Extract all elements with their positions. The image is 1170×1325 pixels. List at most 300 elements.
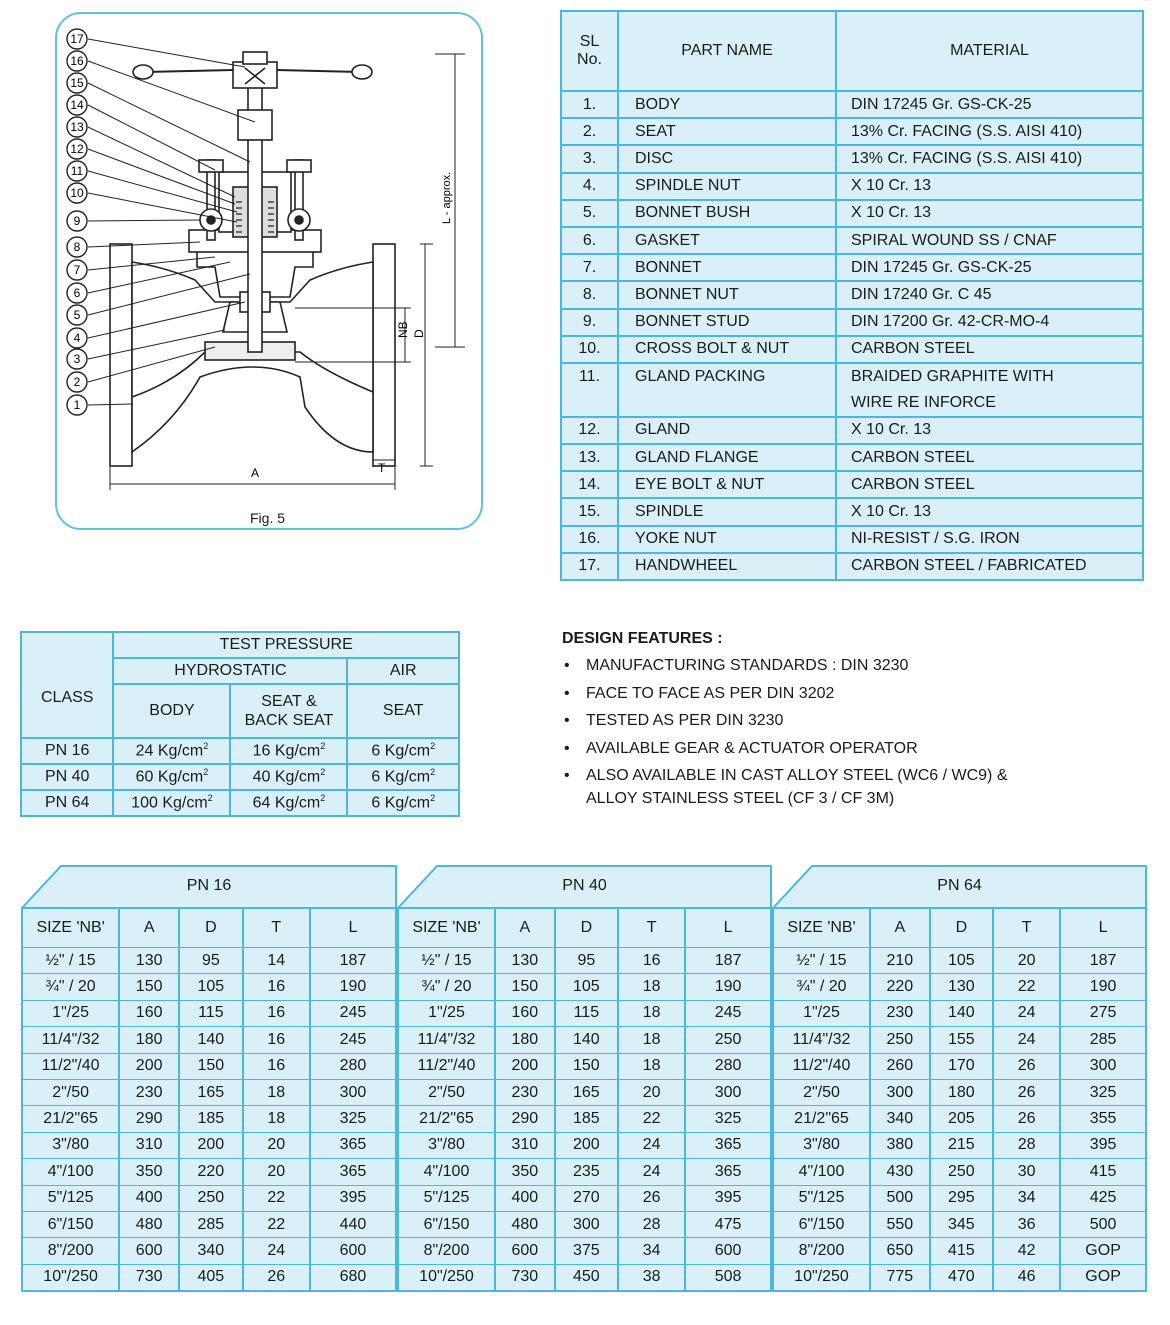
dimension-row bbox=[773, 1238, 1146, 1264]
dimension-cell: 280 bbox=[310, 1053, 396, 1079]
dimension-cell: 508 bbox=[685, 1264, 771, 1291]
dimension-cell: 6"/150 bbox=[773, 1211, 870, 1237]
dimension-cell: GOP bbox=[1060, 1264, 1146, 1291]
dimension-cell: 365 bbox=[685, 1159, 771, 1185]
dimension-cell: 18 bbox=[618, 1053, 685, 1079]
dimension-cell: 38 bbox=[618, 1264, 685, 1291]
callout-number: 8 bbox=[73, 240, 81, 254]
dimension-cell: 105 bbox=[555, 974, 618, 1000]
parts-row bbox=[561, 118, 1143, 145]
test-pressure-cell: 16 $Kg/cm^2$ bbox=[230, 738, 347, 764]
design-feature-item: • MANUFACTURING STANDARDS : DIN 3230 bbox=[562, 654, 1122, 677]
header-material: MATERIAL bbox=[836, 11, 1143, 91]
dimension-cell: 4"/100 bbox=[398, 1159, 495, 1185]
dimension-cell: 205 bbox=[930, 1106, 993, 1132]
dimension-row bbox=[22, 974, 396, 1000]
dimension-column-header: T bbox=[993, 908, 1060, 948]
dimension-row bbox=[398, 1053, 771, 1079]
callout-number: 16 bbox=[70, 54, 84, 68]
dimension-row bbox=[773, 1106, 1146, 1132]
dimension-cell: 22 bbox=[993, 974, 1060, 1000]
design-feature-item: • TESTED AS PER DIN 3230 bbox=[562, 709, 1122, 732]
part-material: X 10 Cr. 13 bbox=[836, 200, 1143, 227]
part-sl: 5. bbox=[561, 200, 618, 227]
parts-row bbox=[561, 91, 1143, 118]
dimension-cell: 16 bbox=[618, 948, 685, 974]
parts-header-row bbox=[561, 11, 1143, 91]
dimension-table-2 bbox=[772, 865, 1147, 1292]
dimension-cell: 400 bbox=[119, 1185, 179, 1211]
test-pressure-cell: PN 64 bbox=[21, 790, 113, 816]
dimension-cell: 245 bbox=[685, 1000, 771, 1026]
dimension-cell: 380 bbox=[870, 1132, 930, 1158]
part-name: GASKET bbox=[618, 227, 836, 254]
design-feature-item: • ALSO AVAILABLE IN CAST ALLOY STEEL (WC6 / WC9) & ALLOY STAINLESS STEEL (CF 3 / CF 3M) bbox=[562, 764, 1122, 810]
part-sl: 16. bbox=[561, 526, 618, 553]
dimension-row bbox=[398, 1159, 771, 1185]
dimension-cell: 2"/50 bbox=[22, 1079, 119, 1105]
dimension-cell: 4"/100 bbox=[22, 1159, 119, 1185]
dim-t-label: T bbox=[378, 461, 386, 475]
dimension-cell: 250 bbox=[179, 1185, 243, 1211]
dimension-row bbox=[398, 1106, 771, 1132]
part-sl: 2. bbox=[561, 118, 618, 145]
dimension-cell: 245 bbox=[310, 1000, 396, 1026]
callout-number: 9 bbox=[73, 214, 81, 228]
dim-nb-label: NB bbox=[396, 321, 410, 338]
dimension-cell: 260 bbox=[870, 1053, 930, 1079]
dimension-cell: 2"/50 bbox=[398, 1079, 495, 1105]
dimension-row bbox=[398, 1132, 771, 1158]
dimension-cell: 215 bbox=[930, 1132, 993, 1158]
dimension-column-header: L bbox=[1060, 908, 1146, 948]
dimension-cell: 160 bbox=[495, 1000, 555, 1026]
callout-number: 15 bbox=[70, 76, 84, 90]
part-sl: 7. bbox=[561, 254, 618, 281]
dimension-cell: 650 bbox=[870, 1238, 930, 1264]
part-material: DIN 17245 Gr. GS-CK-25 bbox=[836, 91, 1143, 118]
test-pressure-cell: 60 $Kg/cm^2$ bbox=[113, 764, 230, 790]
dimension-cell: 11/4"/32 bbox=[398, 1027, 495, 1053]
dimension-cell: 365 bbox=[685, 1132, 771, 1158]
dimension-cell: 395 bbox=[310, 1185, 396, 1211]
dimension-cell: 5"/125 bbox=[773, 1185, 870, 1211]
part-sl: 14. bbox=[561, 471, 618, 498]
dimension-cell: 1"/25 bbox=[773, 1000, 870, 1026]
dimension-cell: 187 bbox=[685, 948, 771, 974]
dimension-cell: 300 bbox=[555, 1211, 618, 1237]
callout-number: 13 bbox=[70, 120, 84, 134]
dimension-cell: 365 bbox=[310, 1132, 396, 1158]
dimension-cell: 187 bbox=[1060, 948, 1146, 974]
parts-row bbox=[561, 200, 1143, 227]
dimension-cell: 200 bbox=[179, 1132, 243, 1158]
dimension-cell: 14 bbox=[243, 948, 310, 974]
parts-row bbox=[561, 145, 1143, 172]
dimension-cell: 415 bbox=[930, 1238, 993, 1264]
callout-number: 17 bbox=[70, 32, 84, 46]
callout-number: 2 bbox=[73, 375, 81, 389]
test-pressure-cell: 6 $Kg/cm^2$ bbox=[347, 790, 459, 816]
dimension-cell: 235 bbox=[555, 1159, 618, 1185]
part-material: X 10 Cr. 13 bbox=[836, 173, 1143, 200]
dimension-cell: 300 bbox=[310, 1079, 396, 1105]
dimension-grid bbox=[772, 907, 1147, 1292]
dimension-cell: 430 bbox=[870, 1159, 930, 1185]
part-name: GLAND FLANGE bbox=[618, 444, 836, 471]
parts-row bbox=[561, 417, 1143, 444]
dimension-cell: 130 bbox=[495, 948, 555, 974]
dimension-cell: 325 bbox=[310, 1106, 396, 1132]
part-sl: 15. bbox=[561, 498, 618, 525]
dimension-cell: 500 bbox=[1060, 1211, 1146, 1237]
dimension-cell: 150 bbox=[555, 1053, 618, 1079]
dimension-column-header: SIZE 'NB' bbox=[773, 908, 870, 948]
dimension-cell: 245 bbox=[310, 1027, 396, 1053]
dimension-cell: 26 bbox=[993, 1053, 1060, 1079]
part-material: DIN 17200 Gr. 42-CR-MO-4 bbox=[836, 309, 1143, 336]
dimension-cell: 115 bbox=[555, 1000, 618, 1026]
seat-back-seat-header: SEAT & BACK SEAT bbox=[230, 684, 347, 738]
dimension-cell: 250 bbox=[870, 1027, 930, 1053]
dimension-cell: 150 bbox=[179, 1053, 243, 1079]
dimension-cell: 400 bbox=[495, 1185, 555, 1211]
dimension-cell: 130 bbox=[930, 974, 993, 1000]
dimension-row bbox=[398, 1079, 771, 1105]
dimension-cell: 190 bbox=[1060, 974, 1146, 1000]
part-material: DIN 17240 Gr. C 45 bbox=[836, 281, 1143, 308]
dimension-row bbox=[398, 1027, 771, 1053]
dimension-row bbox=[773, 974, 1146, 1000]
dimension-cell: 22 bbox=[243, 1185, 310, 1211]
dimension-cell: 470 bbox=[930, 1264, 993, 1291]
dimension-cell: 36 bbox=[993, 1211, 1060, 1237]
dimension-cell: 20 bbox=[243, 1159, 310, 1185]
dimension-cell: 26 bbox=[993, 1079, 1060, 1105]
part-material: SPIRAL WOUND SS / CNAF bbox=[836, 227, 1143, 254]
test-pressure-row bbox=[21, 764, 459, 790]
dimension-cell: 220 bbox=[870, 974, 930, 1000]
dimension-cell: 18 bbox=[243, 1079, 310, 1105]
dimension-cell: 210 bbox=[870, 948, 930, 974]
dimension-cell: 18 bbox=[618, 1000, 685, 1026]
dimension-cell: 480 bbox=[119, 1211, 179, 1237]
dimension-row bbox=[22, 1211, 396, 1237]
dimension-cell: 185 bbox=[179, 1106, 243, 1132]
dimension-cell: 18 bbox=[618, 1027, 685, 1053]
dimension-column-header: A bbox=[870, 908, 930, 948]
dimension-cell: 190 bbox=[310, 974, 396, 1000]
dimension-row bbox=[773, 1027, 1146, 1053]
test-pressure-cell: PN 16 bbox=[21, 738, 113, 764]
dimension-cell: 11/2"/40 bbox=[773, 1053, 870, 1079]
dimension-cell: 11/4"/32 bbox=[22, 1027, 119, 1053]
dimension-column-header: A bbox=[119, 908, 179, 948]
part-name: BONNET BUSH bbox=[618, 200, 836, 227]
parts-row bbox=[561, 444, 1143, 471]
callout-number: 5 bbox=[73, 308, 81, 322]
dimension-row bbox=[773, 1079, 1146, 1105]
dimension-cell: 350 bbox=[119, 1159, 179, 1185]
dimension-header-row bbox=[22, 908, 396, 948]
callout-number: 6 bbox=[73, 286, 81, 300]
dimension-table-title: PN 40 bbox=[562, 877, 607, 894]
dimension-row bbox=[22, 1027, 396, 1053]
dimension-cell: 155 bbox=[930, 1027, 993, 1053]
dimension-cell: 22 bbox=[243, 1211, 310, 1237]
test-pressure-cell: 6 $Kg/cm^2$ bbox=[347, 764, 459, 790]
part-material bbox=[836, 363, 1143, 417]
dimension-cell: 425 bbox=[1060, 1185, 1146, 1211]
test-pressure-title: TEST PRESSURE bbox=[113, 632, 459, 658]
dimension-row bbox=[398, 1185, 771, 1211]
design-features bbox=[562, 630, 1122, 815]
dimension-cell: 600 bbox=[119, 1238, 179, 1264]
dimension-cell: 95 bbox=[179, 948, 243, 974]
part-material: CARBON STEEL bbox=[836, 444, 1143, 471]
dimension-cell: 200 bbox=[495, 1053, 555, 1079]
dimension-cell: 10"/250 bbox=[22, 1264, 119, 1291]
callout-number: 12 bbox=[70, 142, 84, 156]
dimension-cell: 300 bbox=[1060, 1053, 1146, 1079]
dimension-column-header: T bbox=[618, 908, 685, 948]
callout-number: 11 bbox=[70, 164, 84, 178]
dimension-row bbox=[773, 1132, 1146, 1158]
dimension-cell: 325 bbox=[1060, 1079, 1146, 1105]
dimension-cell: 5"/125 bbox=[22, 1185, 119, 1211]
dimension-row bbox=[773, 1264, 1146, 1291]
dimension-row bbox=[398, 1211, 771, 1237]
part-material: CARBON STEEL bbox=[836, 471, 1143, 498]
dimension-cell: 18 bbox=[243, 1106, 310, 1132]
dimension-cell: 115 bbox=[179, 1000, 243, 1026]
dim-a-label: A bbox=[251, 466, 260, 480]
dimension-cell: 415 bbox=[1060, 1159, 1146, 1185]
dimension-table-1 bbox=[397, 865, 772, 1292]
dimension-cell: 365 bbox=[310, 1159, 396, 1185]
dimension-table-title: PN 64 bbox=[937, 877, 982, 894]
dimension-cell: 8"/200 bbox=[398, 1238, 495, 1264]
globe-valve-drawing bbox=[55, 12, 485, 532]
parts-row bbox=[561, 281, 1143, 308]
parts-row bbox=[561, 471, 1143, 498]
dimension-cell: 345 bbox=[930, 1211, 993, 1237]
dimension-column-header: D bbox=[930, 908, 993, 948]
design-feature-item: • FACE TO FACE AS PER DIN 3202 bbox=[562, 682, 1122, 705]
part-material-line: BRAIDED GRAPHITE WITH bbox=[851, 367, 1054, 385]
parts-row bbox=[561, 553, 1143, 580]
dimension-cell: 500 bbox=[870, 1185, 930, 1211]
dimension-cell: 270 bbox=[555, 1185, 618, 1211]
dimension-cell: 250 bbox=[685, 1027, 771, 1053]
test-pressure-row bbox=[21, 738, 459, 764]
dimension-cell: 550 bbox=[870, 1211, 930, 1237]
test-pressure-row bbox=[21, 790, 459, 816]
dimension-cell: 150 bbox=[495, 974, 555, 1000]
dimension-cell: 355 bbox=[1060, 1106, 1146, 1132]
dimension-cell: 730 bbox=[495, 1264, 555, 1291]
dimension-header-row bbox=[398, 908, 771, 948]
dimension-row bbox=[22, 1159, 396, 1185]
dimension-cell: 16 bbox=[243, 1027, 310, 1053]
dimension-cell: 28 bbox=[618, 1211, 685, 1237]
design-feature-item: • AVAILABLE GEAR & ACTUATOR OPERATOR bbox=[562, 737, 1122, 760]
parts-row bbox=[561, 254, 1143, 281]
dimension-row bbox=[22, 1106, 396, 1132]
parts-row bbox=[561, 498, 1143, 525]
dimension-row bbox=[22, 1132, 396, 1158]
callout-number: 3 bbox=[73, 352, 81, 366]
test-pressure-cell: 100 $Kg/cm^2$ bbox=[113, 790, 230, 816]
body-header: BODY bbox=[113, 684, 230, 738]
dimension-cell: 250 bbox=[930, 1159, 993, 1185]
dimension-cell: 95 bbox=[555, 948, 618, 974]
dimension-cell: 300 bbox=[870, 1079, 930, 1105]
figure-caption: Fig. 5 bbox=[250, 510, 286, 526]
dimension-cell: 220 bbox=[179, 1159, 243, 1185]
dimension-cell: 16 bbox=[243, 1053, 310, 1079]
test-pressure-cell: 24 $Kg/cm^2$ bbox=[113, 738, 230, 764]
dimension-cell: 230 bbox=[495, 1079, 555, 1105]
dimension-cell: 30 bbox=[993, 1159, 1060, 1185]
dimension-row bbox=[398, 974, 771, 1000]
dimension-row bbox=[22, 1000, 396, 1026]
dimension-cell: 310 bbox=[495, 1132, 555, 1158]
dimension-cell: 405 bbox=[179, 1264, 243, 1291]
test-pressure-cell: 6 $Kg/cm^2$ bbox=[347, 738, 459, 764]
dimension-cell: 26 bbox=[243, 1264, 310, 1291]
dimension-cell: 140 bbox=[179, 1027, 243, 1053]
dimension-row bbox=[773, 1000, 1146, 1026]
dimension-row bbox=[398, 948, 771, 974]
dimension-cell: 21/2"65 bbox=[22, 1106, 119, 1132]
dimension-cell: 22 bbox=[618, 1106, 685, 1132]
dimension-cell: 180 bbox=[495, 1027, 555, 1053]
dimension-cell: 20 bbox=[243, 1132, 310, 1158]
dimension-cell: 280 bbox=[685, 1053, 771, 1079]
header-part-name: PART NAME bbox=[618, 11, 836, 91]
dimension-cell: 34 bbox=[618, 1238, 685, 1264]
dimension-cell: 475 bbox=[685, 1211, 771, 1237]
dimension-cell: 160 bbox=[119, 1000, 179, 1026]
dimension-cell: 187 bbox=[310, 948, 396, 974]
part-sl: 9. bbox=[561, 309, 618, 336]
dimension-row bbox=[22, 948, 396, 974]
dimension-column-header: A bbox=[495, 908, 555, 948]
parts-row bbox=[561, 363, 1143, 417]
dimension-cell: 3"/80 bbox=[398, 1132, 495, 1158]
dimension-row bbox=[773, 1211, 1146, 1237]
dimension-cell: 10"/250 bbox=[398, 1264, 495, 1291]
dimension-cell: GOP bbox=[1060, 1238, 1146, 1264]
seat-header: SEAT bbox=[347, 684, 459, 738]
dimension-column-header: SIZE 'NB' bbox=[22, 908, 119, 948]
dimension-cell: 28 bbox=[993, 1132, 1060, 1158]
dimension-row bbox=[773, 1185, 1146, 1211]
dimension-cell: 230 bbox=[870, 1000, 930, 1026]
design-features-title: DESIGN FEATURES : bbox=[562, 630, 723, 647]
dimension-cell: 185 bbox=[555, 1106, 618, 1132]
dimension-cell: 11/4"/32 bbox=[773, 1027, 870, 1053]
dimension-cell: 130 bbox=[119, 948, 179, 974]
part-name: YOKE NUT bbox=[618, 526, 836, 553]
dimension-cell: 105 bbox=[179, 974, 243, 1000]
part-material: X 10 Cr. 13 bbox=[836, 417, 1143, 444]
part-material: CARBON STEEL bbox=[836, 336, 1143, 363]
dimension-row bbox=[773, 948, 1146, 974]
dimension-cell: 165 bbox=[555, 1079, 618, 1105]
dimension-cell: 230 bbox=[119, 1079, 179, 1105]
dimension-cell: 180 bbox=[930, 1079, 993, 1105]
part-material: X 10 Cr. 13 bbox=[836, 498, 1143, 525]
dimension-cell: 21/2"65 bbox=[398, 1106, 495, 1132]
part-sl: 6. bbox=[561, 227, 618, 254]
parts-row bbox=[561, 336, 1143, 363]
dimension-cell: ¾" / 20 bbox=[22, 974, 119, 1000]
dimension-cell: 165 bbox=[179, 1079, 243, 1105]
hydrostatic-header: HYDROSTATIC bbox=[113, 658, 347, 684]
dim-l-label: L - approx. bbox=[441, 171, 453, 224]
dimension-cell: 3"/80 bbox=[22, 1132, 119, 1158]
dimension-cell: ½" / 15 bbox=[22, 948, 119, 974]
dimension-cell: 350 bbox=[495, 1159, 555, 1185]
dimension-grid bbox=[397, 907, 772, 1292]
dimension-cell: 440 bbox=[310, 1211, 396, 1237]
dimension-cell: 24 bbox=[243, 1238, 310, 1264]
dimension-cell: 310 bbox=[119, 1132, 179, 1158]
dimension-cell: 180 bbox=[119, 1027, 179, 1053]
dimension-cell: 3"/80 bbox=[773, 1132, 870, 1158]
part-sl: 17. bbox=[561, 553, 618, 580]
part-name: EYE BOLT & NUT bbox=[618, 471, 836, 498]
callout-number: 4 bbox=[73, 331, 81, 345]
dimension-cell: 20 bbox=[993, 948, 1060, 974]
dimension-row bbox=[773, 1053, 1146, 1079]
dimension-cell: 42 bbox=[993, 1238, 1060, 1264]
dimension-cell: 4"/100 bbox=[773, 1159, 870, 1185]
dimension-cell: 46 bbox=[993, 1264, 1060, 1291]
dimension-cell: 395 bbox=[685, 1185, 771, 1211]
part-name: GLAND bbox=[618, 417, 836, 444]
dimension-cell: 275 bbox=[1060, 1000, 1146, 1026]
part-name: BONNET bbox=[618, 254, 836, 281]
parts-row bbox=[561, 309, 1143, 336]
dimension-cell: 170 bbox=[930, 1053, 993, 1079]
dimension-cell: 140 bbox=[930, 1000, 993, 1026]
dimension-cell: ½" / 15 bbox=[398, 948, 495, 974]
parts-row bbox=[561, 526, 1143, 553]
part-name: HANDWHEEL bbox=[618, 553, 836, 580]
dimension-cell: 375 bbox=[555, 1238, 618, 1264]
dimension-cell: 21/2"65 bbox=[773, 1106, 870, 1132]
test-pressure-table bbox=[20, 631, 460, 817]
part-name: SPINDLE bbox=[618, 498, 836, 525]
dimension-cell: 730 bbox=[119, 1264, 179, 1291]
dimension-column-header: T bbox=[243, 908, 310, 948]
part-name: BONNET STUD bbox=[618, 309, 836, 336]
dimension-cell: 8"/200 bbox=[22, 1238, 119, 1264]
part-material: 13% Cr. FACING (S.S. AISI 410) bbox=[836, 118, 1143, 145]
part-name: BONNET NUT bbox=[618, 281, 836, 308]
part-name: SEAT bbox=[618, 118, 836, 145]
dimension-cell: 340 bbox=[179, 1238, 243, 1264]
dimension-cell: 24 bbox=[618, 1159, 685, 1185]
header-sl: SL No. bbox=[561, 11, 618, 91]
part-name: CROSS BOLT & NUT bbox=[618, 336, 836, 363]
dimension-cell: 24 bbox=[993, 1000, 1060, 1026]
dimension-row bbox=[22, 1079, 396, 1105]
dimension-cell: 16 bbox=[243, 974, 310, 1000]
